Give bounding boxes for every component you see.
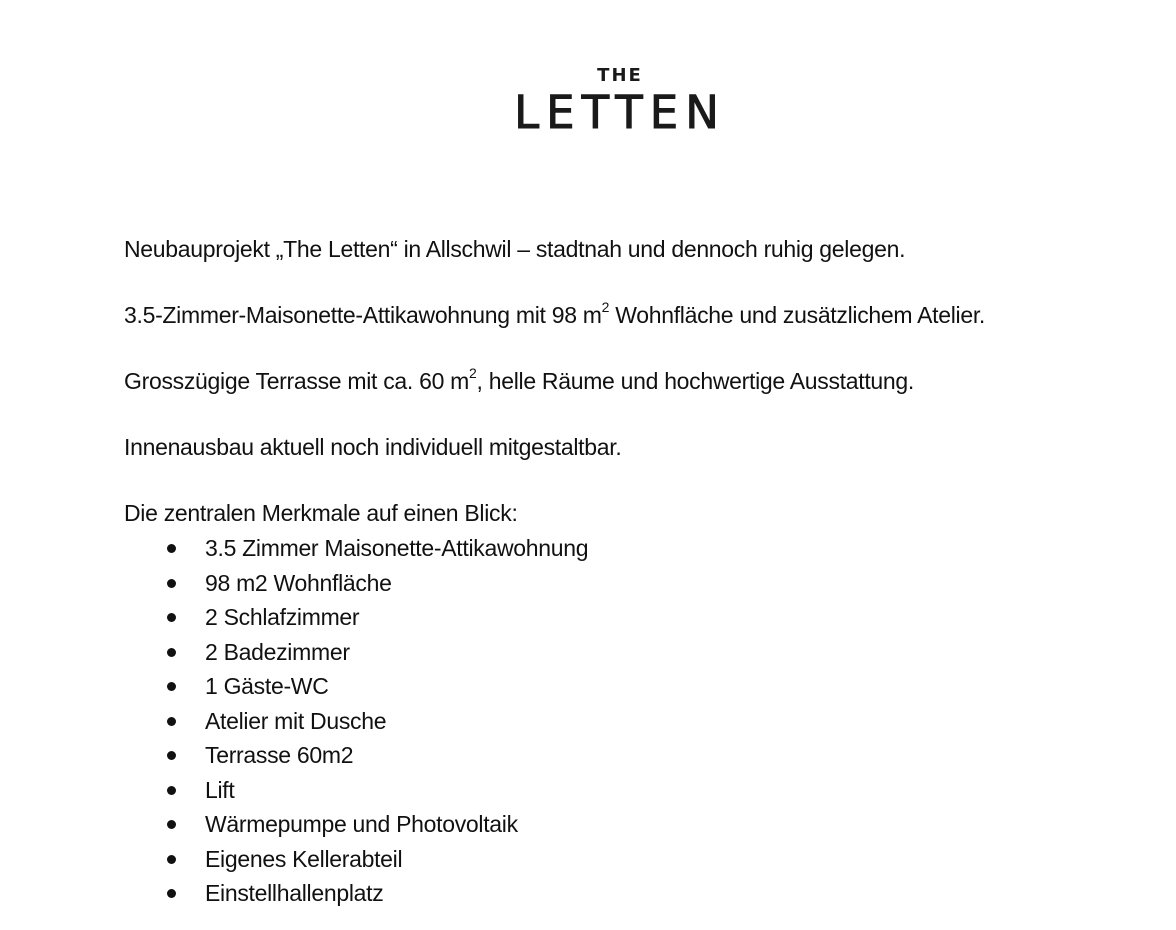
list-item bbox=[124, 704, 1164, 739]
list-item bbox=[124, 842, 1164, 877]
bullet-icon bbox=[167, 889, 176, 898]
bullet-icon bbox=[167, 613, 176, 622]
apartment-text-before: 3.5-Zimmer-Maisonette-Attikawohnung mit 98 m bbox=[124, 302, 602, 328]
terrace-text-after: , helle Räume und hochwertige Ausstattung. bbox=[476, 368, 914, 394]
bullet-icon bbox=[167, 855, 176, 864]
list-item-text: Eigenes Kellerabteil bbox=[205, 845, 403, 872]
features-list bbox=[124, 531, 1164, 911]
list-item-text: 1 Gäste-WC bbox=[205, 673, 329, 699]
bullet-icon bbox=[167, 751, 176, 760]
bullet-icon bbox=[167, 682, 176, 691]
list-item bbox=[124, 669, 1164, 704]
interior-paragraph: Innenausbau aktuell noch individuell mitgestaltbar. bbox=[124, 434, 622, 460]
bullet-icon bbox=[167, 648, 176, 657]
apartment-paragraph bbox=[124, 297, 1164, 333]
list-item-text: 2 Schlafzimmer bbox=[205, 604, 360, 630]
intro-paragraph: Neubauprojekt „The Letten“ in Allschwil – stadtnah und dennoch ruhig gelegen. bbox=[124, 236, 906, 262]
list-item bbox=[124, 773, 1164, 808]
logo-line-the: THE bbox=[597, 65, 643, 86]
list-item bbox=[124, 531, 1164, 566]
list-item bbox=[124, 876, 1164, 911]
features-intro: Die zentralen Merkmale auf einen Blick: bbox=[124, 500, 518, 526]
terrace-text-before: Grosszügige Terrasse mit ca. 60 m bbox=[124, 368, 470, 394]
logo-line-letten: LETTEN bbox=[514, 86, 726, 139]
bullet-icon bbox=[167, 786, 176, 795]
bullet-icon bbox=[167, 544, 176, 553]
list-item bbox=[124, 807, 1164, 842]
list-item-text: Wärmepumpe und Photovoltaik bbox=[205, 811, 518, 837]
apartment-superscript: 2 bbox=[601, 299, 610, 316]
bullet-icon bbox=[167, 820, 176, 829]
list-item bbox=[124, 635, 1164, 670]
list-item-text: 98 m2 Wohnfläche bbox=[205, 569, 392, 596]
terrace-paragraph bbox=[124, 363, 1164, 399]
logo bbox=[0, 62, 1176, 138]
bullet-icon bbox=[167, 579, 176, 588]
list-item-text: Terrasse 60m2 bbox=[205, 742, 354, 768]
list-item bbox=[124, 566, 1164, 601]
list-item bbox=[124, 738, 1164, 773]
list-item-text: Einstellhallenplatz bbox=[205, 880, 384, 906]
list-item bbox=[124, 600, 1164, 635]
list-item-text: Lift bbox=[205, 776, 235, 803]
bullet-icon bbox=[167, 717, 176, 726]
apartment-text-after: Wohnfläche und zusätzlichem Atelier. bbox=[609, 302, 985, 328]
list-item-text: 3.5 Zimmer Maisonette-Attikawohnung bbox=[205, 535, 589, 561]
terrace-superscript: 2 bbox=[469, 365, 477, 382]
list-item-text: 2 Badezimmer bbox=[205, 638, 350, 665]
list-item-text: Atelier mit Dusche bbox=[205, 707, 387, 734]
document-body bbox=[124, 231, 1164, 911]
